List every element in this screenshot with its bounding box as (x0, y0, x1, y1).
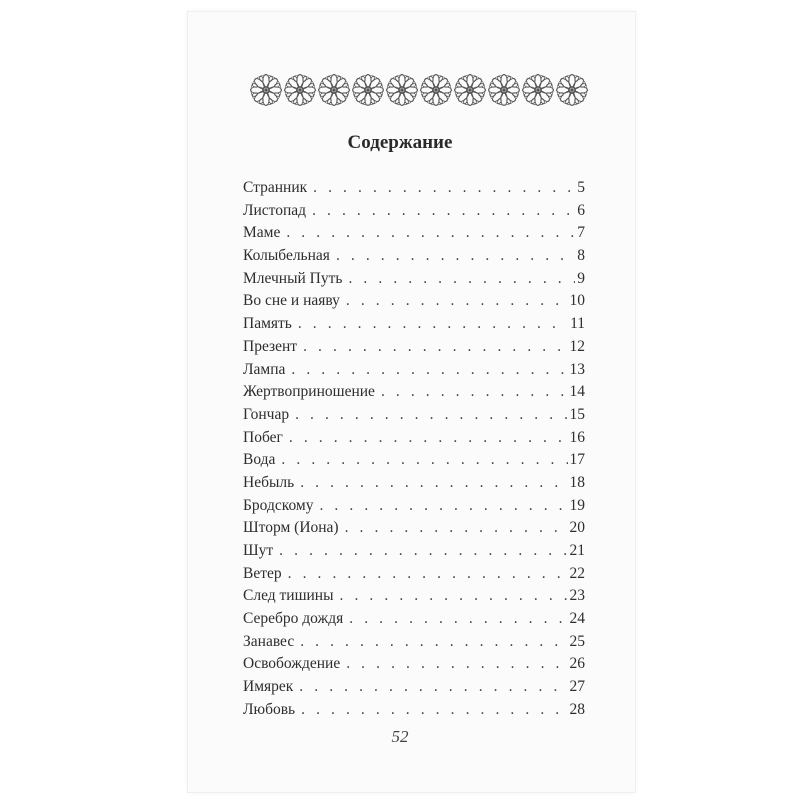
toc-entry (243, 429, 585, 452)
toc-entry-page: 11 (570, 315, 585, 333)
toc-entry-page: 17 (569, 451, 585, 469)
rosette-icon (319, 75, 350, 106)
toc-entry (243, 383, 585, 406)
toc-entry (243, 315, 585, 338)
dot-leader (292, 315, 568, 333)
toc-entry (243, 270, 585, 293)
toc-entry-page: 26 (569, 655, 585, 673)
toc-entry (243, 701, 585, 724)
rosette-icon (387, 75, 418, 106)
rosette-icon (421, 75, 452, 106)
dot-leader (342, 270, 575, 288)
dot-leader (343, 610, 567, 628)
toc-entry (243, 587, 585, 610)
toc-entry-title: Небыль (243, 473, 295, 491)
toc-entry (243, 565, 585, 588)
toc-entry-title: Млечный Путь (243, 269, 343, 287)
dot-leader (283, 429, 568, 447)
toc-entry-page: 23 (569, 587, 585, 605)
toc-entry-page: 19 (569, 496, 585, 514)
toc-entry-page: 16 (569, 428, 585, 446)
toc-entry-title: Во сне и наяву (243, 292, 340, 310)
dot-leader (307, 179, 575, 197)
toc-entry-page: 21 (569, 542, 585, 559)
dot-leader (340, 292, 568, 310)
dot-leader (306, 202, 575, 220)
toc-entry (243, 519, 585, 542)
toc-entry-title: Память (243, 315, 292, 333)
toc-entry (243, 497, 585, 520)
toc-entry-page: 8 (577, 247, 585, 265)
rosette-icon (285, 75, 316, 106)
toc-entry-page: 25 (569, 632, 585, 650)
toc-entry-title: Освобождение (243, 655, 341, 673)
toc-entry-page: 5 (577, 179, 585, 196)
rosette-icon (353, 75, 384, 106)
toc-entry-title: Странник (243, 179, 308, 196)
rosette-icon (489, 75, 520, 106)
dot-leader (289, 406, 567, 424)
ornament-border (249, 68, 589, 112)
dot-leader (280, 224, 575, 242)
toc-entry-page: 6 (577, 201, 585, 219)
toc-entry-title: Гончар (243, 405, 290, 423)
toc-entry (243, 247, 585, 270)
toc-entry-page: 7 (577, 224, 585, 242)
toc-entry-page: 20 (569, 519, 585, 537)
dot-leader (297, 338, 567, 356)
toc-entry (243, 179, 585, 202)
table-of-contents (243, 179, 585, 724)
toc-entry (243, 406, 585, 429)
toc-entry (243, 474, 585, 497)
toc-entry-title: Презент (243, 337, 298, 355)
toc-entry (243, 338, 585, 361)
toc-entry (243, 292, 585, 315)
toc-entry-title: Занавес (243, 632, 295, 650)
toc-entry-page: 24 (569, 610, 585, 628)
toc-entry-page: 15 (569, 405, 585, 423)
toc-entry-title: След тишины (243, 587, 334, 605)
toc-entry-title: Любовь (243, 700, 296, 718)
toc-entry-title: Шторм (Иона) (243, 519, 339, 537)
rosette-icon (523, 75, 554, 106)
toc-entry (243, 202, 585, 225)
toc-entry (243, 451, 585, 474)
toc-entry-title: Вода (243, 451, 276, 469)
toc-entry-page: 14 (569, 383, 585, 401)
rosette-icon (557, 75, 588, 106)
dot-leader (313, 497, 567, 515)
toc-entry (243, 542, 585, 565)
toc-entry (243, 361, 585, 384)
dot-leader (334, 587, 568, 605)
page-title: Содержание (347, 132, 453, 153)
toc-entry-title: Жертвоприношение (243, 383, 375, 401)
toc-entry-title: Имярек (243, 678, 294, 696)
dot-leader (293, 678, 567, 696)
toc-entry-page: 22 (569, 564, 585, 582)
toc-entry-title: Серебро дождя (243, 610, 344, 628)
dot-leader (294, 633, 567, 651)
toc-entry-page: 27 (569, 678, 585, 696)
toc-entry-title: Лампа (243, 360, 286, 378)
toc-entry-page: 9 (577, 269, 585, 287)
toc-entry-title: Колыбельная (243, 247, 330, 265)
toc-entry-title: Ветер (243, 564, 282, 582)
toc-entry-page: 28 (569, 700, 585, 718)
page-number: 52 (391, 727, 409, 746)
dot-leader (285, 361, 567, 379)
toc-entry-title: Побег (243, 428, 283, 446)
dot-leader (375, 383, 568, 401)
dot-leader (339, 519, 568, 537)
toc-entry-page: 13 (569, 360, 585, 378)
toc-entry (243, 224, 585, 247)
toc-entry (243, 655, 585, 678)
rosette-icon (455, 75, 486, 106)
toc-entry-title: Бродскому (243, 496, 314, 514)
dot-leader (275, 451, 567, 469)
toc-entry (243, 633, 585, 656)
dot-leader (282, 565, 568, 583)
dot-leader (273, 542, 567, 560)
toc-entry-title: Шут (243, 542, 274, 559)
toc-entry (243, 678, 585, 701)
rosette-icon (251, 75, 282, 106)
dot-leader (295, 701, 567, 719)
toc-entry-page: 10 (569, 292, 585, 310)
toc-entry-title: Листопад (243, 201, 307, 219)
dot-leader (294, 474, 567, 492)
toc-entry (243, 610, 585, 633)
dot-leader (340, 655, 567, 673)
toc-entry-page: 12 (569, 337, 585, 355)
dot-leader (330, 247, 575, 265)
toc-entry-page: 18 (569, 473, 585, 491)
toc-entry-title: Маме (243, 224, 281, 242)
